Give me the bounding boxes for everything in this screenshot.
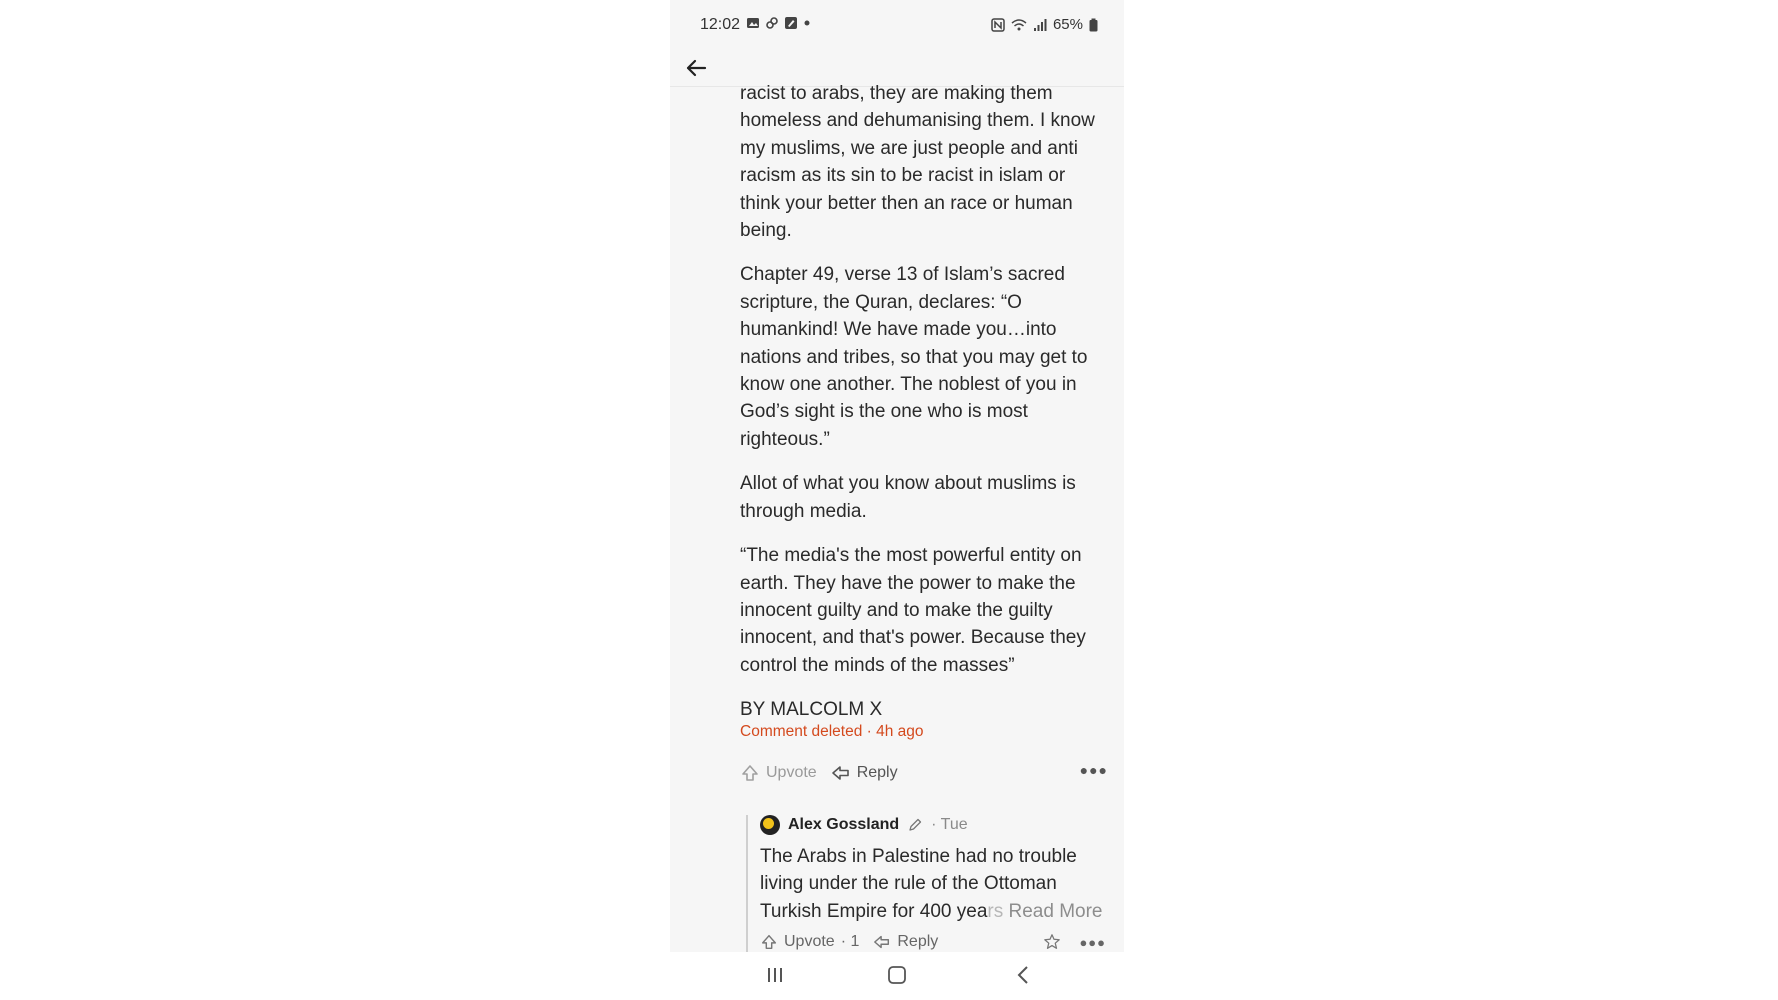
comment-body [740, 80, 1110, 741]
comment-paragraph: racist to arabs, they are making them homeless and dehumanising them. I know my muslims, we are just people and anti racism as its sin to be racist in islam or think your better then an race or human being. [740, 83, 1095, 242]
more-options-icon[interactable]: ●●● [1079, 934, 1106, 950]
reply-reply-label: Reply [897, 933, 939, 950]
reply-actions [760, 933, 938, 951]
reply-header [760, 815, 968, 835]
award-icon[interactable] [1043, 933, 1061, 951]
reply-text-main: The Arabs in Palestine had no trouble living under the rule of the Ottoman Turkish Empire for 400 yea [760, 846, 1077, 922]
dot-icon [803, 16, 811, 30]
comment-actions [740, 758, 1110, 788]
reply-time: · Tue [931, 816, 968, 833]
phone-screen [670, 0, 1124, 1000]
reply-label: Reply [856, 764, 898, 781]
system-back-button[interactable] [1008, 962, 1038, 988]
reply-upvote-button[interactable] [760, 933, 859, 951]
read-more-link[interactable]: Read More [1008, 900, 1103, 922]
link-icon [765, 16, 779, 30]
comment-deleted-meta: Comment deleted · 4h ago [740, 723, 924, 741]
status-left-icons [746, 16, 811, 30]
comment-paragraph: Chapter 49, verse 13 of Islam’s sacred scripture, the Quran, declares: “O humankind! We have made you…into nations and tribes, so that you may get to know one another. The noblest of you in God’s sight is the one who is most righteous.” [740, 264, 1088, 450]
reply-icon [873, 933, 891, 951]
pencil-icon [907, 817, 923, 833]
status-right-icons [991, 16, 1098, 33]
comment-paragraph: Allot of what you know about muslims is through media. [740, 473, 1076, 522]
nfc-icon [991, 18, 1005, 32]
home-button[interactable] [882, 962, 912, 988]
reply-text [760, 843, 1110, 925]
battery-percent: 65% [1052, 16, 1083, 33]
reply-upvote-label: Upvote [784, 933, 835, 950]
chevron-left-icon [1016, 965, 1030, 985]
signal-icon [1033, 18, 1047, 32]
status-bar [670, 0, 1124, 50]
upvote-icon [740, 763, 760, 783]
battery-icon [1089, 18, 1098, 32]
more-options-icon[interactable]: ●●● [1079, 762, 1108, 778]
status-time: 12:02 [700, 16, 741, 33]
recent-apps-icon [765, 966, 785, 984]
reply-score: · 1 [840, 933, 860, 950]
reply-reply-button[interactable] [873, 933, 938, 951]
avatar[interactable] [760, 815, 780, 835]
upvote-button[interactable] [740, 763, 817, 783]
reply-author[interactable]: Alex Gossland [788, 816, 900, 833]
upvote-label: Upvote [766, 764, 817, 781]
upvote-icon [760, 933, 778, 951]
reply-icon [831, 763, 851, 783]
system-nav-bar [670, 952, 1124, 1000]
recent-apps-button[interactable] [760, 962, 790, 988]
home-icon [887, 965, 907, 985]
reply-secondary-actions [1043, 933, 1106, 951]
reply-thread [746, 815, 1112, 965]
comment-byline: BY MALCOLM X [740, 699, 883, 721]
reply-button[interactable] [831, 763, 898, 783]
image-icon [746, 16, 760, 30]
edit-icon [784, 16, 798, 30]
back-arrow-icon[interactable] [678, 50, 714, 86]
wifi-icon [1011, 18, 1027, 32]
reply-text-fade: rs [987, 900, 1004, 922]
comment-paragraph: “The media's the most powerful entity on earth. They have the power to make the innocent guilty and to make the guilty innocent, and that's power. Because they control the minds of the masses” [740, 545, 1086, 676]
